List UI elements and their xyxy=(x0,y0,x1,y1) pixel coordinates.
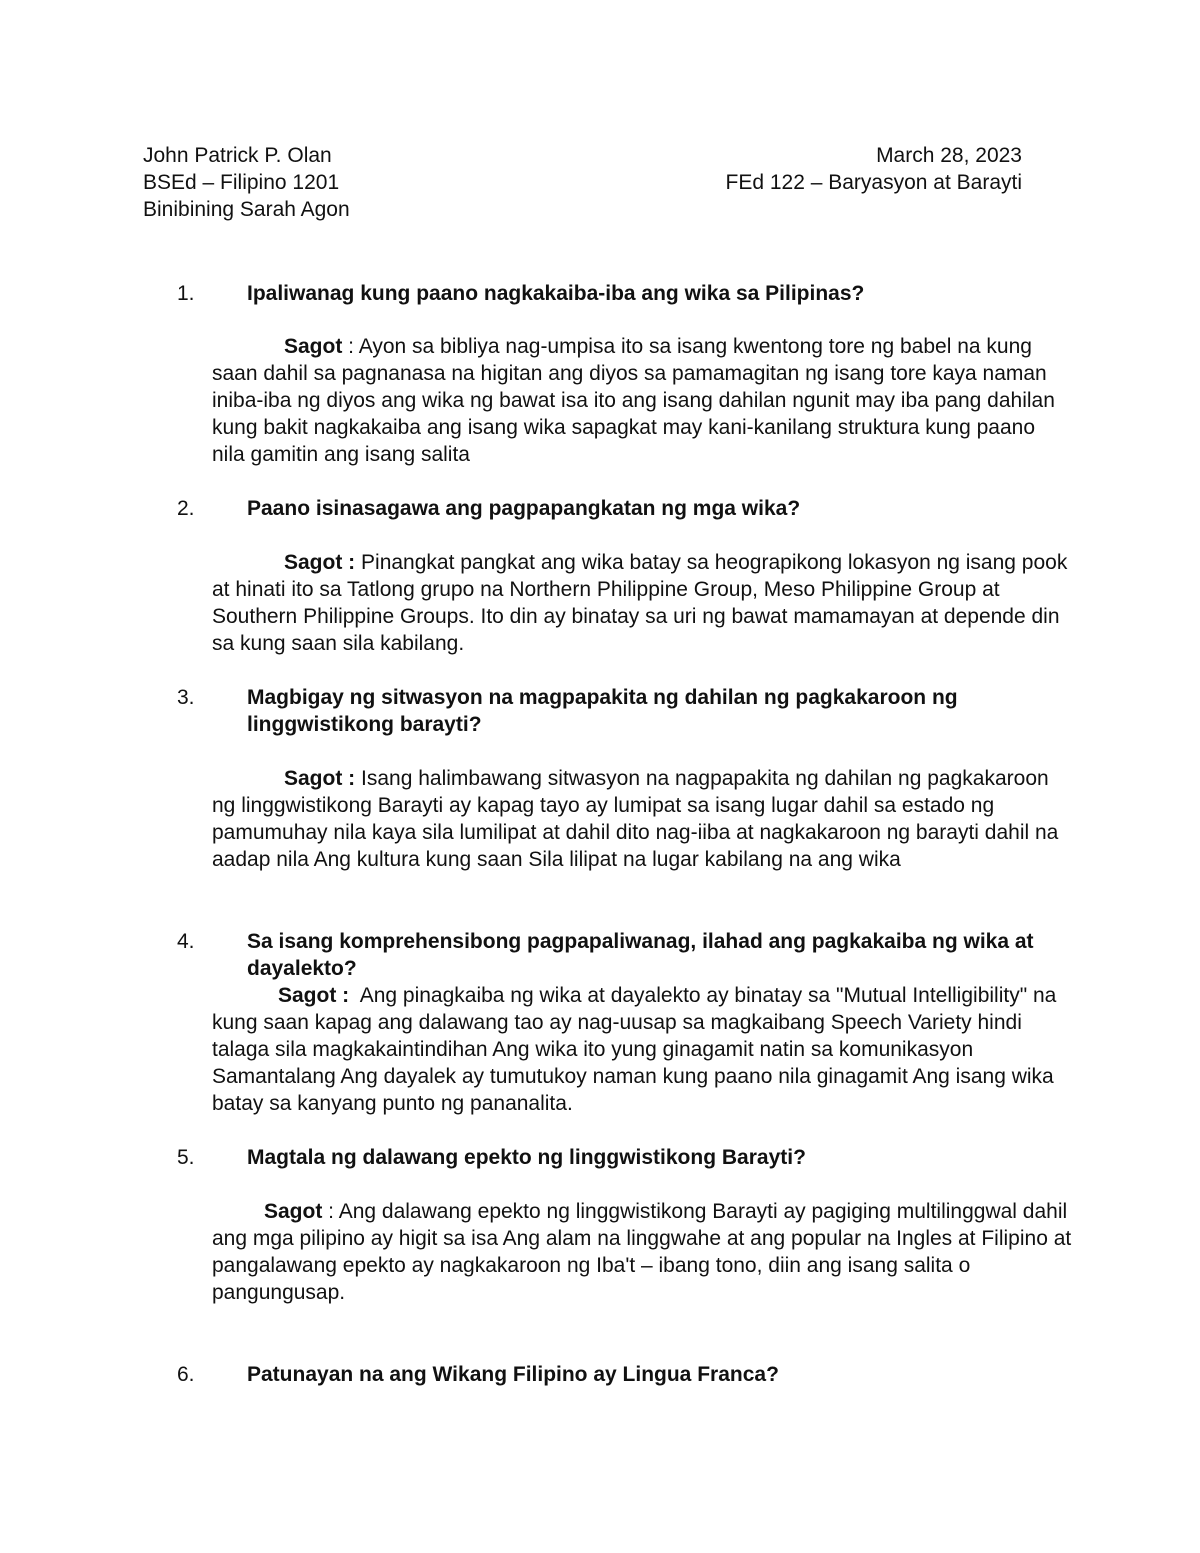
question-text: Patunayan na ang Wikang Filipino ay Lingua Franca? xyxy=(247,1363,779,1386)
answer-5 xyxy=(212,1198,1072,1306)
question-3 xyxy=(177,684,1052,738)
question-number: 1. xyxy=(177,282,195,305)
answer-label: Sagot : xyxy=(284,767,356,790)
question-text: Paano isinasagawa ang pagpapangkatan ng mga wika? xyxy=(247,497,801,520)
question-6 xyxy=(177,1361,1052,1388)
question-text: Sa isang komprehensibong pagpapaliwanag, ilahad ang pagkakaiba ng wika at dayalekto? xyxy=(247,930,1034,980)
answer-label: Sagot : xyxy=(278,984,350,1007)
answer-label: Sagot xyxy=(264,1200,323,1223)
submission-date: March 28, 2023 xyxy=(876,144,1022,167)
answer-text: Isang halimbawang sitwasyon na nagpapakita ng dahilan ng pagkakaroon ng linggwistikong Barayti ay kapag tayo ay lumipat sa isang lugar dahil sa estado ng pamumuhay nila kaya sila lumilipat at dahil dito nag-iiba at nagkakaroon ng barayti dahil na aadap nila Ang kultura kung saan Sila lilipat na lugar kabilang na ang wika xyxy=(212,767,1059,871)
student-info xyxy=(143,142,350,223)
answer-separator: : xyxy=(342,335,359,358)
answer-text: Ang dalawang epekto ng linggwistikong Barayti ay pagiging multilinggwal dahil ang mga pilipino ay higit sa isa Ang alam na linggwahe at ang popular na Ingles at Filipino at pangalawang epekto ay nagkakaroon ng Iba't – ibang tono, diin ang isang salita o pangungusap. xyxy=(212,1200,1072,1304)
answer-label: Sagot : xyxy=(284,551,356,574)
question-4 xyxy=(177,928,1052,982)
answer-2 xyxy=(212,549,1072,657)
answer-separator xyxy=(349,984,360,1007)
answer-label: Sagot xyxy=(284,335,343,358)
question-5 xyxy=(177,1144,1052,1171)
course-title: FEd 122 – Baryasyon at Barayti xyxy=(725,171,1022,194)
student-name: John Patrick P. Olan xyxy=(143,144,332,167)
student-program: BSEd – Filipino 1201 xyxy=(143,171,340,194)
question-text: Magtala ng dalawang epekto ng linggwistikong Barayti? xyxy=(247,1146,806,1169)
question-text: Ipaliwanag kung paano nagkakaiba-iba ang wika sa Pilipinas? xyxy=(247,282,865,305)
answer-3 xyxy=(212,765,1072,873)
question-number: 3. xyxy=(177,686,195,709)
answer-1 xyxy=(212,333,1072,468)
question-text: Magbigay ng sitwasyon na magpapakita ng dahilan ng pagkakaroon ng linggwistikong barayti? xyxy=(247,686,958,736)
submission-info xyxy=(726,142,1023,196)
question-2 xyxy=(177,495,1052,522)
question-number: 5. xyxy=(177,1146,195,1169)
answer-text: Pinangkat pangkat ang wika batay sa heograpikong lokasyon ng isang pook at hinati ito sa Tatlong grupo na Northern Philippine Group, Meso Philippine Group at Southern Philippine Groups. Ito din ay binatay sa uri ng bawat mamamayan at depende din sa kung saan sila kabilang. xyxy=(212,551,1068,655)
answer-text: Ang pinagkaiba ng wika at dayalekto ay binatay sa "Mutual Intelligibility" na kung saan kapag ang dalawang tao ay nag-uusap sa magkaibang Speech Variety hindi talaga sila magkakaintindihan Ang wika ito yung ginagamit natin sa komunikasyon Samantalang Ang dayalek ay tumutukoy naman kung paano nila ginagamit Ang isang wika batay sa kanyang punto ng pananalita. xyxy=(212,984,1057,1115)
question-number: 4. xyxy=(177,930,195,953)
answer-4 xyxy=(212,982,1072,1117)
instructor-name: Binibining Sarah Agon xyxy=(143,198,350,221)
answer-text: Ayon sa bibliya nag-umpisa ito sa isang kwentong tore ng babel na kung saan dahil sa pagnanasa na higitan ang diyos sa pamamagitan ng isang tore kaya naman iniba-iba ng diyos ang wika ng bawat isa ito ang isang dahilan ngunit may iba pang dahilan kung bakit nagkakaiba ang isang wika sapagkat may kani-kanilang struktura kung paano nila gamitin ang isang salita xyxy=(212,335,1055,466)
question-1 xyxy=(177,280,1052,307)
question-number: 2. xyxy=(177,497,195,520)
question-number: 6. xyxy=(177,1363,195,1386)
answer-separator: : xyxy=(322,1200,339,1223)
